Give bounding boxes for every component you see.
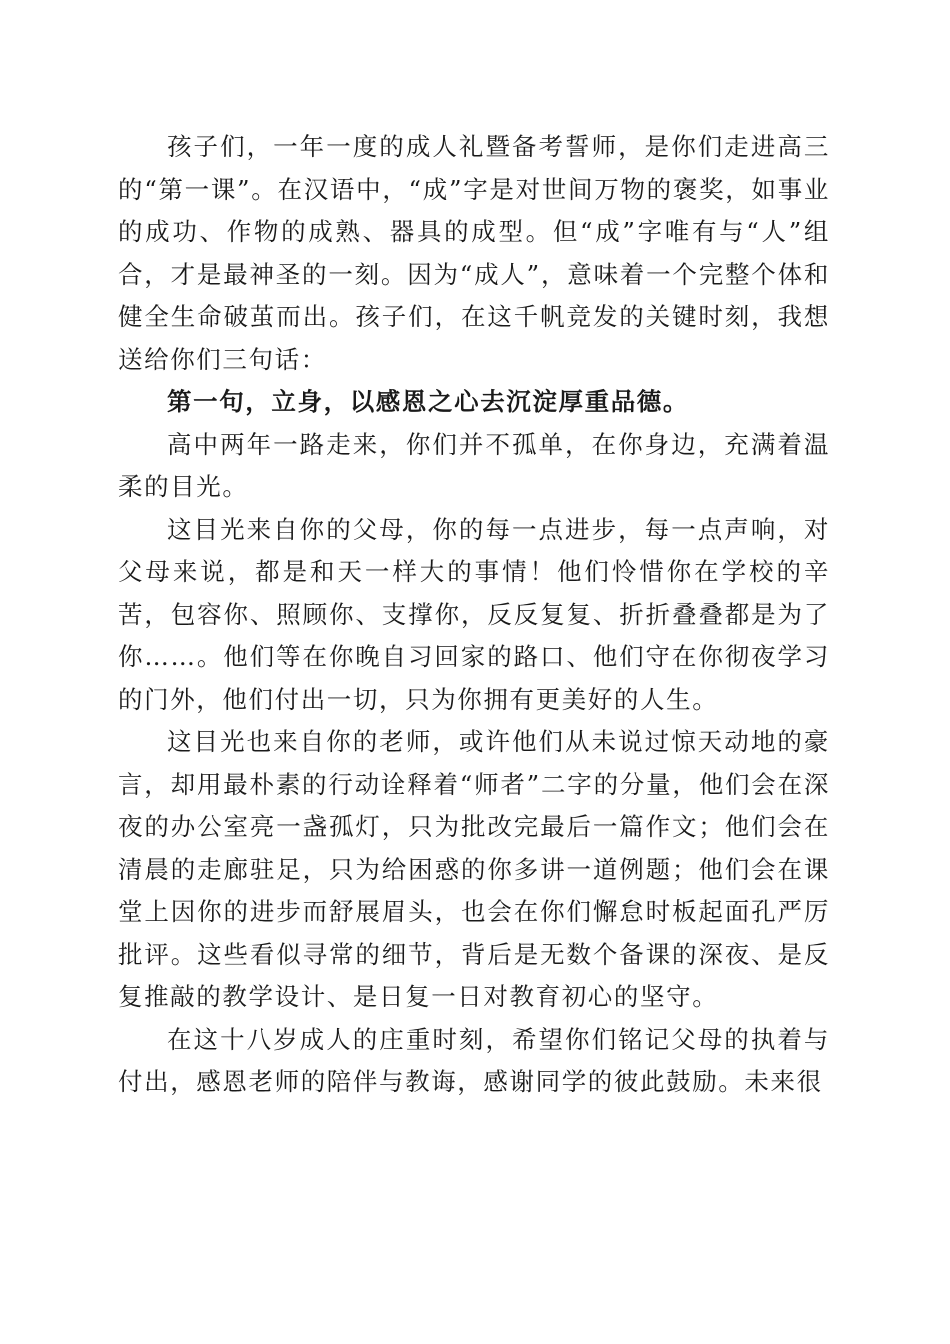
- paragraph-intro: 孩子们，一年一度的成人礼暨备考誓师，是你们走进高三的“第一课”。在汉语中，“成”字是对世间万物的褒奖，如事业的成功、作物的成熟、器具的成型。但“成”字唯有与“人”组合，才是最神圣的一刻。因为“成人”，意味着一个完整个体和健全生命破茧而出。孩子们，在这千帆竞发的关键时刻，我想送给你们三句话：: [118, 132, 830, 374]
- paragraph-parents: 这目光来自你的父母，你的每一点进步，每一点声响，对父母来说，都是和天一样大的事情！他们怜惜你在学校的辛苦，包容你、照顾你、支撑你，反反复复、折折叠叠都是为了你……。他们等在你晚自习回家的路口、他们守在你彻夜学习的门外，他们付出一切，只为你拥有更美好的人生。: [118, 514, 830, 714]
- paragraph-gratitude: 在这十八岁成人的庄重时刻，希望你们铭记父母的执着与付出，感恩老师的陪伴与教诲，感谢同学的彼此鼓励。未来很: [118, 1024, 830, 1096]
- paragraph-heading-first-point: 第一句，立身，以感恩之心去沉淀厚重品德。: [167, 387, 689, 416]
- document-body: [118, 126, 830, 1104]
- paragraph-gentle-gaze: 高中两年一路走来，你们并不孤单，在你身边，充满着温柔的目光。: [118, 429, 830, 501]
- paragraph-teachers: 这目光也来自你的老师，或许他们从未说过惊天动地的豪言，却用最朴素的行动诠释着“师者”二字的分量，他们会在深夜的办公室亮一盏孤灯，只为批改完最后一篇作文；他们会在清晨的走廊驻足，只为给困惑的你多讲一道例题；他们会在课堂上因你的进步而舒展眉头，也会在你们懈怠时板起面孔严厉批评。这些看似寻常的细节，背后是无数个备课的深夜、是反复推敲的教学设计、是日复一日对教育初心的坚守。: [118, 727, 830, 1011]
